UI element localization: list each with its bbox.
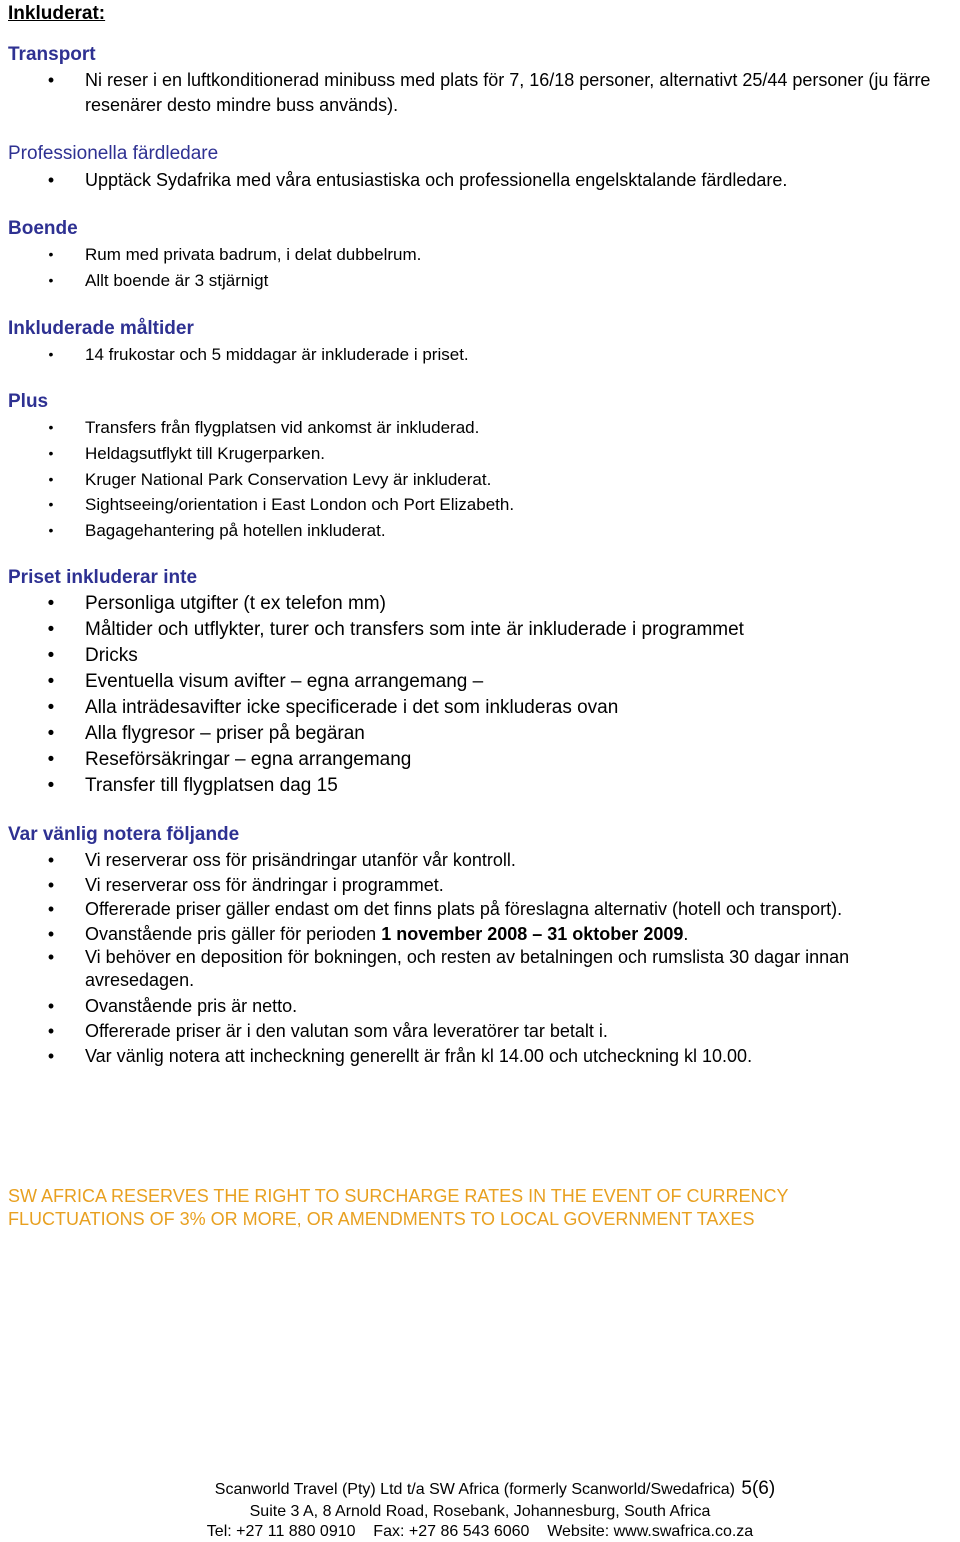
footer-company bbox=[0, 1479, 960, 1500]
bullet-icon: • bbox=[47, 850, 55, 870]
page-title: Inkluderat: bbox=[8, 3, 106, 24]
list-item: • Bagagehantering på hotellen inkluderat. bbox=[8, 518, 960, 544]
currency-disclaimer bbox=[8, 1185, 960, 1231]
list-item: • Alla inträdesavifter icke specificerade i det som inkluderas ovan bbox=[8, 695, 960, 721]
list-item: • Alla flygresor – priser på begäran bbox=[8, 721, 960, 747]
section-boende bbox=[8, 217, 960, 294]
page-title-block bbox=[8, 2, 960, 26]
bullet-icon: • bbox=[48, 496, 54, 513]
disclaimer-line: FLUCTUATIONS OF 3% OR MORE, OR AMENDMENTS TO LOCAL GOVERNMENT TAXES bbox=[8, 1209, 755, 1229]
list-item: • Transfers från flygplatsen vid ankomst är inkluderad. bbox=[8, 415, 960, 441]
section-heading-boende: Boende bbox=[8, 218, 78, 239]
section-transport bbox=[8, 43, 960, 117]
section-maltider bbox=[8, 317, 960, 368]
section-notes bbox=[8, 823, 960, 1068]
list-item: • Ovanstående pris gäller för perioden 1 november 2008 – 31 oktober 2009. bbox=[8, 922, 960, 947]
section-heading-guide: Professionella färdledare bbox=[8, 143, 219, 164]
list-item: • Måltider och utflykter, turer och transfers som inte är inkluderade i programmet bbox=[8, 617, 960, 643]
list-item: • Vi reserverar oss för ändringar i programmet. bbox=[8, 873, 960, 898]
bullet-icon: • bbox=[47, 170, 55, 190]
list-item: • Upptäck Sydafrika med våra entusiastiska och professionella engelsktalande färdledare. bbox=[8, 168, 960, 193]
bullet-icon: • bbox=[47, 697, 55, 718]
disclaimer-line: SW AFRICA RESERVES THE RIGHT TO SURCHARGE RATES IN THE EVENT OF CURRENCY bbox=[8, 1186, 789, 1206]
bullet-icon: • bbox=[47, 70, 55, 90]
section-exclusions bbox=[8, 566, 960, 799]
list-item: • Var vänlig notera att incheckning generellt är från kl 14.00 och utcheckning kl 10.00. bbox=[8, 1044, 960, 1069]
bullet-icon: • bbox=[47, 619, 55, 640]
list-item: • Ovanstående pris är netto. bbox=[8, 994, 960, 1019]
bullet-icon: • bbox=[47, 947, 55, 968]
bullet-icon: • bbox=[47, 723, 55, 744]
list-item: • Heldagsutflykt till Krugerparken. bbox=[8, 441, 960, 467]
section-guide bbox=[8, 142, 960, 193]
footer-contact: Tel: +27 11 880 0910 Fax: +27 86 543 6060 Website: www.swafrica.co.za bbox=[206, 1523, 754, 1540]
bullet-icon: • bbox=[48, 522, 54, 539]
bullet-icon: • bbox=[47, 899, 55, 920]
bullet-icon: • bbox=[48, 470, 54, 487]
list-item: • Allt boende är 3 stjärnigt bbox=[8, 268, 960, 294]
list-item: • 14 frukostar och 5 middagar är inkluderade i priset. bbox=[8, 342, 960, 368]
list-item: • Kruger National Park Conservation Levy är inkluderat. bbox=[8, 467, 960, 493]
list-item: • Offererade priser är i den valutan som våra leveratörer tar betalt i. bbox=[8, 1019, 960, 1044]
bullet-icon: • bbox=[47, 671, 55, 692]
list-item: • Ni reser i en luftkonditionerad minibuss med plats för 7, 16/18 personer, alternativt 25/44 personer (ju färre resenärer desto mindre buss används). bbox=[8, 68, 960, 117]
list-item: • Sightseeing/orientation i East London och Port Elizabeth. bbox=[8, 492, 960, 518]
list-item: • Personliga utgifter (t ex telefon mm) bbox=[8, 591, 960, 617]
bullet-icon: • bbox=[47, 775, 55, 796]
list-item: • Vi reserverar oss för prisändringar utanför vår kontroll. bbox=[8, 848, 960, 873]
list-item: • Eventuella visum avifter – egna arrangemang – bbox=[8, 669, 960, 695]
section-heading-maltider: Inkluderade måltider bbox=[8, 318, 194, 339]
footer-address: Suite 3 A, 8 Arnold Road, Rosebank, Johannesburg, South Africa bbox=[249, 1503, 711, 1520]
bullet-icon: • bbox=[47, 645, 55, 666]
section-plus bbox=[8, 390, 960, 544]
bullet-icon: • bbox=[48, 346, 54, 362]
bullet-icon: • bbox=[47, 1045, 55, 1066]
section-heading-notes: Var vänlig notera följande bbox=[8, 824, 240, 845]
list-item: • Vi behöver en deposition för bokningen, och resten av betalningen och rumslista 30 dagar innan avresedagen. bbox=[8, 946, 960, 992]
bullet-icon: • bbox=[47, 996, 55, 1017]
bullet-icon: • bbox=[48, 419, 54, 435]
bullet-icon: • bbox=[48, 444, 54, 461]
bullet-icon: • bbox=[47, 923, 55, 944]
list-item: • Reseförsäkringar – egna arrangemang bbox=[8, 747, 960, 773]
section-heading-exclusions: Priset inkluderar inte bbox=[8, 567, 198, 588]
section-heading-plus: Plus bbox=[8, 391, 49, 412]
bullet-icon: • bbox=[47, 749, 55, 770]
bullet-icon: • bbox=[48, 246, 54, 262]
period-dates: 1 november 2008 – 31 oktober 2009 bbox=[381, 923, 684, 944]
bullet-icon: • bbox=[47, 1020, 55, 1041]
bullet-icon: • bbox=[48, 271, 54, 288]
bullet-icon: • bbox=[47, 593, 55, 614]
page-number: 5(6) bbox=[741, 1478, 776, 1499]
list-item: • Rum med privata badrum, i delat dubbelrum. bbox=[8, 242, 960, 268]
footer-company-name: Scanworld Travel (Pty) Ltd t/a SW Africa (formerly Scanworld/Swedafrica) bbox=[214, 1481, 735, 1498]
section-heading-transport: Transport bbox=[8, 44, 96, 65]
list-item: • Transfer till flygplatsen dag 15 bbox=[8, 773, 960, 799]
bullet-icon: • bbox=[47, 874, 55, 895]
list-item: • Dricks bbox=[8, 643, 960, 669]
list-item: • Offererade priser gäller endast om det finns plats på föreslagna alternativ (hotell och transport). bbox=[8, 897, 960, 922]
